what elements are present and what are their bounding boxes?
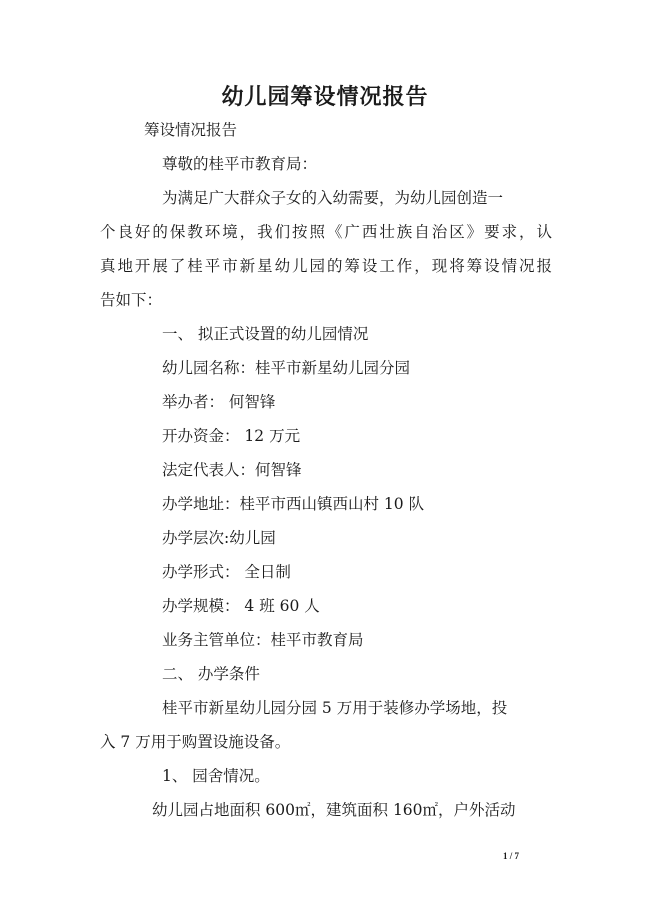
section-2-heading: 二、 办学条件 — [162, 665, 260, 683]
intro-paragraph-line: 告如下： — [100, 291, 163, 309]
legal-representative: 法定代表人：何智锋 — [162, 461, 302, 479]
school-form: 办学形式： 全日制 — [162, 563, 291, 581]
intro-paragraph-line: 真地开展了桂平市新星幼儿园的筹设工作，现将筹设情况报 — [100, 257, 552, 275]
section-2-paragraph-line: 入 7 万用于购置设施设备。 — [100, 733, 291, 751]
school-level: 办学层次:幼儿园 — [162, 529, 276, 547]
intro-paragraph-line: 为满足广大群众子女的入幼需要，为幼儿园创造一 — [162, 189, 504, 207]
subsection-1-paragraph-line: 幼儿园占地面积 600㎡，建筑面积 160㎡，户外活动 — [152, 801, 516, 819]
document-title: 幼儿园筹设情况报告 — [221, 84, 429, 110]
section-2-paragraph-line: 桂平市新星幼儿园分园 5 万用于装修办学场地，投 — [162, 699, 508, 717]
salutation: 尊敬的桂平市教育局： — [162, 155, 318, 173]
school-scale: 办学规模： 4 班 60 人 — [162, 597, 320, 615]
section-1-heading: 一、 拟正式设置的幼儿园情况 — [162, 325, 369, 343]
subsection-1-heading: 1、 园舍情况。 — [162, 767, 270, 785]
supervising-unit: 业务主管单位：桂平市教育局 — [162, 631, 364, 649]
page-indicator: 1 / 7 — [503, 851, 520, 861]
kindergarten-name: 幼儿园名称：桂平市新星幼儿园分园 — [162, 359, 411, 377]
startup-funds: 开办资金： 12 万元 — [162, 427, 301, 445]
intro-paragraph-line: 个良好的保教环境，我们按照《广西壮族自治区》要求，认 — [100, 223, 552, 241]
organizer: 举办者： 何智锋 — [162, 393, 276, 411]
document-subtitle: 筹设情况报告 — [144, 121, 238, 139]
school-address: 办学地址：桂平市西山镇西山村 10 队 — [162, 495, 425, 513]
